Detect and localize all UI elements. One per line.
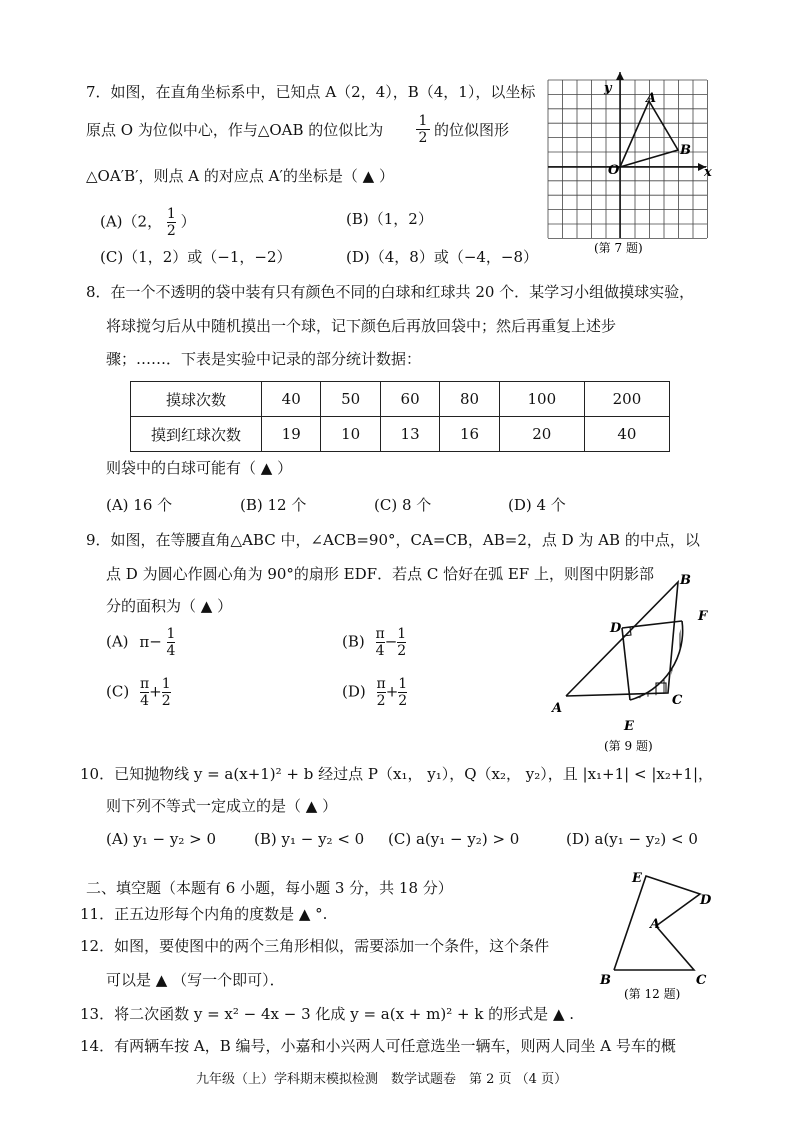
section-title: 二、填空题（本题有 6 小题，每小题 3 分，共 18 分） [86, 879, 453, 897]
page-footer: 九年级（上）学科期末模拟检测 数学试题卷 第 2 页 （4 页） [196, 1072, 568, 1087]
frac-den: 2 [398, 693, 408, 709]
q12-line2: 可以是 ▲ （写一个即可）． [106, 971, 285, 989]
q12-line1: 12．如图，要使图中的两个三角形相似，需要添加一个条件，这个条件 [80, 937, 550, 955]
point-b-label: B [600, 973, 611, 988]
q9-line1: 9．如图，在等腰直角△ABC 中，∠ACB=90°，CA=CB，AB=2，点 D 为 AB 的中点，以 [86, 531, 700, 549]
frac-num: π [376, 676, 386, 692]
table-cell: 13 [380, 417, 439, 452]
opt-label: (A) [106, 632, 129, 651]
point-a-label: A [552, 701, 563, 716]
table-cell: 摸球次数 [131, 382, 262, 417]
q9-option-a [106, 626, 175, 659]
q7-line3: △OA′B′，则点 A 的对应点 A′的坐标是（ ▲ ） [86, 167, 394, 185]
q7-line2b: 的位似图形 [434, 121, 510, 139]
opt-label: (D) [342, 682, 366, 701]
point-c-label: C [696, 973, 707, 988]
q12-caption: (第 12 题) [624, 987, 681, 1001]
opt-term: π [139, 632, 150, 651]
point-e-label: E [624, 719, 634, 734]
q14-text: 14．有两辆车按 A，B 编号，小嘉和小兴两人可任意选坐一辆车，则两人同坐 A 号车的概 [80, 1037, 676, 1055]
point-a-label: A [646, 91, 657, 106]
q10-option-a: (A) y₁ − y₂ > 0 [106, 830, 217, 848]
q9-caption: (第 9 题) [604, 739, 653, 753]
table-cell: 200 [584, 382, 669, 417]
q10-option-c: (C) a(y₁ − y₂) > 0 [388, 830, 520, 848]
table-cell: 40 [262, 382, 321, 417]
q10-option-d: (D) a(y₁ − y₂) < 0 [566, 830, 698, 848]
table-cell: 50 [321, 382, 380, 417]
q7-caption: (第 7 题) [594, 241, 643, 255]
opt-sign: + [149, 682, 162, 701]
q7-option-c: (C)（1，2）或（−1，−2） [100, 248, 292, 266]
q9-option-d [342, 676, 407, 709]
point-f-label: F [698, 609, 708, 624]
q9-line2: 点 D 为圆心作圆心角为 90°的扇形 EDF．若点 C 恰好在弧 EF 上，则图中阴影部 [106, 565, 654, 583]
opt-close: ） [180, 212, 196, 231]
q13-text: 13．将二次函数 y = x² − 4x − 3 化成 y = a(x + m)² + k 的形式是 ▲ . [80, 1005, 575, 1023]
q8-option-a: (A) 16 个 [106, 496, 173, 514]
x-axis-label: x [704, 165, 712, 180]
q7-coordinate-figure [546, 68, 718, 256]
frac-den: 2 [416, 129, 430, 146]
table-cell: 100 [499, 382, 584, 417]
q8-option-d: (D) 4 个 [508, 496, 566, 514]
q8-stats-table [130, 381, 670, 452]
frac-den: 4 [166, 643, 176, 659]
frac-den: 2 [376, 693, 386, 709]
table-cell: 60 [380, 382, 439, 417]
opt-sign: − [384, 632, 398, 651]
q8-option-c: (C) 8 个 [374, 496, 432, 514]
q8-line3: 骤；……．下表是实验中记录的部分统计数据： [106, 350, 422, 368]
q12-triangles-figure [596, 866, 720, 1006]
frac-num: 1 [161, 676, 171, 692]
point-e-label: E [632, 871, 642, 886]
opt-label: (B) [342, 632, 365, 651]
frac-num: 1 [398, 676, 408, 692]
q7-option-b: (B)（1，2） [346, 210, 433, 228]
frac-num: π [375, 626, 385, 642]
frac-den: 2 [397, 643, 407, 659]
point-b-label: B [680, 143, 691, 158]
q11-text: 11．正五边形每个内角的度数是 ▲ °. [80, 905, 328, 923]
table-row [131, 382, 670, 417]
point-d-label: D [610, 621, 622, 636]
q10-option-b: (B) y₁ − y₂ < 0 [254, 830, 365, 848]
origin-label: O [608, 163, 620, 178]
frac-den: 2 [161, 693, 171, 709]
q10-line2: 则下列不等式一定成立的是（ ▲ ） [106, 797, 338, 815]
table-cell: 19 [262, 417, 321, 452]
point-b-label: B [680, 573, 691, 588]
frac-den: 2 [166, 223, 176, 239]
q7-option-a [100, 206, 196, 239]
table-cell: 摸到红球次数 [131, 417, 262, 452]
q8-question: 则袋中的白球可能有（ ▲ ） [106, 459, 293, 477]
frac-num: π [139, 676, 150, 692]
opt-sign: + [385, 682, 399, 701]
y-axis-label: y [604, 81, 612, 96]
point-d-label: D [700, 893, 712, 908]
q8-option-b: (B) 12 个 [240, 496, 307, 514]
frac-den: 4 [140, 693, 150, 709]
opt-label: (C) [106, 682, 130, 701]
point-a-label: A [650, 917, 661, 932]
q9-geometry-figure [548, 570, 718, 756]
point-c-label: C [672, 693, 683, 708]
q8-line1: 8．在一个不透明的袋中装有只有颜色不同的白球和红球共 20 个．某学习小组做摸球实验， [86, 283, 695, 301]
opt-label: (A)（2， [100, 212, 163, 231]
opt-sign: − [149, 632, 162, 651]
table-cell: 16 [440, 417, 499, 452]
q9-line3: 分的面积为（ ▲ ） [106, 597, 233, 615]
q7-fraction [416, 113, 430, 146]
q7-line1: 7．如图，在直角坐标系中，已知点 A（2，4），B（4，1），以坐标 [86, 83, 536, 101]
table-cell: 20 [499, 417, 584, 452]
frac-num: 1 [418, 113, 428, 129]
q10-line1: 10．已知抛物线 y = a(x+1)² + b 经过点 P（x₁， y₁），Q（x₂， y₂），且 |x₁+1| < |x₂+1|， [80, 765, 714, 783]
frac-num: 1 [166, 206, 176, 222]
q9-option-c [106, 676, 171, 709]
frac-num: 1 [397, 626, 407, 642]
table-cell: 80 [440, 382, 499, 417]
q7-option-d: (D)（4，8）或（−4，−8） [346, 248, 539, 266]
frac-num: 1 [166, 626, 176, 642]
table-cell: 40 [584, 417, 669, 452]
q9-option-b [342, 626, 406, 659]
table-row [131, 417, 670, 452]
table-cell: 10 [321, 417, 380, 452]
frac-den: 4 [375, 643, 385, 659]
q7-line2a: 原点 O 为位似中心，作与△OAB 的位似比为 [86, 121, 384, 139]
q8-line2: 将球搅匀后从中随机摸出一个球，记下颜色后再放回袋中；然后再重复上述步 [106, 317, 617, 335]
